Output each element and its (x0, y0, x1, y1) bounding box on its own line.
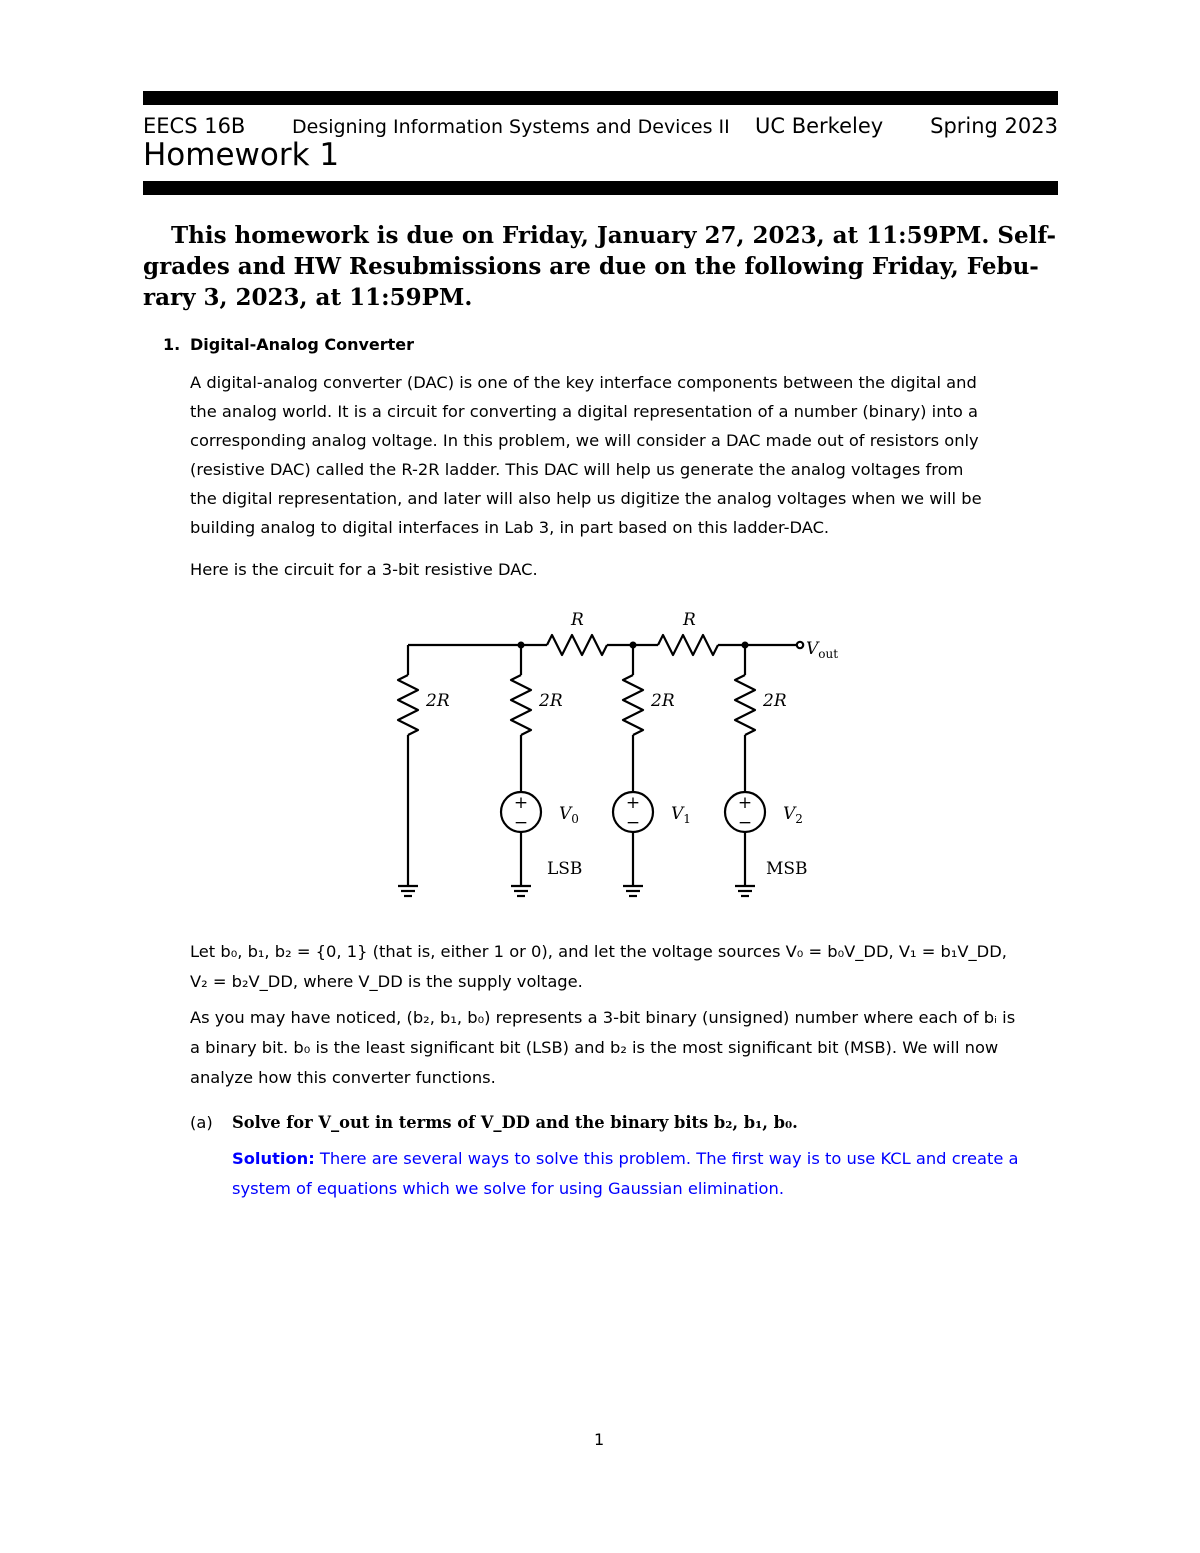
course-title: Designing Information Systems and Devices II (292, 116, 730, 138)
due-line-2: grades and HW Resubmissions are due on the following Friday, Febu- (143, 253, 1039, 280)
junction-dot-1 (518, 642, 525, 649)
intro-line-1: A digital-analog converter (DAC) is one of the key interface components between the digital and (190, 373, 977, 392)
question-number: 1. (163, 335, 181, 354)
shunt-resistor-2-label: 2R (651, 691, 675, 711)
intro-line-4: (resistive DAC) called the R-2R ladder. This DAC will help us generate the analog voltages from (190, 460, 964, 479)
part-a-prompt: Solve for V_out in terms of V_DD and the binary bits b₂, b₁, b₀. (232, 1113, 798, 1132)
output-label: $V_{out}$ (806, 639, 839, 661)
due-notice (143, 220, 1058, 313)
intro-line-3: corresponding analog voltage. In this problem, we will consider a DAC made out of resistors only (190, 431, 979, 450)
notice-line-2: a binary bit. b₀ is the least significant bit (LSB) and b₂ is the most significant bit (MSB). We will now (190, 1038, 999, 1057)
due-line-1: This homework is due on Friday, January 27, 2023, at 11:59PM. Self- (171, 222, 1056, 249)
branch-3 (725, 645, 765, 885)
ground-symbol-1 (511, 886, 531, 896)
solution-text-1: There are several ways to solve this problem. The first way is to use KCL and create a (314, 1149, 1019, 1168)
question-intro (190, 368, 1058, 542)
series-resistor-2 (658, 635, 718, 655)
intro-line-5: the digital representation, and later will also help us digitize the analog voltages when we will be (190, 489, 982, 508)
circuit-intro-text: Here is the circuit for a 3-bit resistive DAC. (190, 560, 538, 579)
let-paragraph (190, 937, 1058, 997)
intro-line-6: building analog to digital interfaces in Lab 3, in part based on this ladder-DAC. (190, 518, 830, 537)
notice-paragraph (190, 1003, 1058, 1093)
term: Spring 2023 (930, 114, 1058, 138)
r2r-dac-circuit (0, 600, 1200, 900)
shunt-resistor-0 (398, 675, 418, 735)
notice-line-3: analyze how this converter functions. (190, 1068, 496, 1087)
let-line-2: V₂ = b₂V_DD, where V_DD is the supply voltage. (190, 972, 583, 991)
shunt-resistor-3-label: 2R (763, 691, 787, 711)
branch-2 (613, 645, 653, 885)
series-resistor-2-label: R (683, 610, 696, 630)
header-top-rule (143, 91, 1058, 105)
question-title: Digital-Analog Converter (190, 335, 415, 354)
solution-block (232, 1144, 1058, 1204)
due-line-3: rary 3, 2023, at 11:59PM. (143, 284, 473, 311)
page-title: Homework 1 (143, 137, 340, 173)
solution-line-1 (232, 1144, 1058, 1174)
source-1-minus: − (625, 813, 641, 833)
source-2-minus: − (737, 813, 753, 833)
junction-dot-2 (630, 642, 637, 649)
shunt-resistor-0-label: 2R (426, 691, 450, 711)
output-terminal (797, 642, 803, 648)
series-resistor-1 (547, 635, 607, 655)
branch-1 (501, 645, 541, 885)
part-a-label: (a) (190, 1113, 213, 1132)
ground-symbol-0 (398, 886, 418, 896)
source-2-label: $V_2$ (783, 804, 803, 826)
msb-label: MSB (766, 859, 808, 879)
solution-line-2: system of equations which we solve for using Gaussian elimination. (232, 1179, 784, 1198)
notice-line-1: As you may have noticed, (b₂, b₁, b₀) represents a 3-bit binary (unsigned) number where each of bᵢ is (190, 1008, 1016, 1027)
course-code: EECS 16B (143, 114, 246, 138)
series-resistor-1-label: R (571, 610, 584, 630)
ground-symbol-3 (735, 886, 755, 896)
shunt-resistor-1-label: 2R (539, 691, 563, 711)
let-line-1: Let b₀, b₁, b₂ = {0, 1} (that is, either 1 or 0), and let the voltage sources V₀ = b₀V_DD, V₁ = b₁V_DD, (190, 942, 1007, 961)
source-0-label: $V_0$ (559, 804, 579, 826)
source-0-minus: − (513, 813, 529, 833)
page-number: 1 (594, 1430, 605, 1449)
source-1-plus: + (625, 793, 641, 813)
junction-dot-3 (742, 642, 749, 649)
source-1-label: $V_1$ (671, 804, 691, 826)
source-0-plus: + (513, 793, 529, 813)
solution-label: Solution: (232, 1149, 315, 1168)
circuit-intro (190, 555, 1058, 584)
ground-symbol-2 (623, 886, 643, 896)
lsb-label: LSB (547, 859, 583, 879)
intro-line-2: the analog world. It is a circuit for converting a digital representation of a number (binary) into a (190, 402, 979, 421)
source-2-plus: + (737, 793, 753, 813)
school-name: UC Berkeley (755, 114, 884, 138)
header-bottom-rule (143, 181, 1058, 195)
